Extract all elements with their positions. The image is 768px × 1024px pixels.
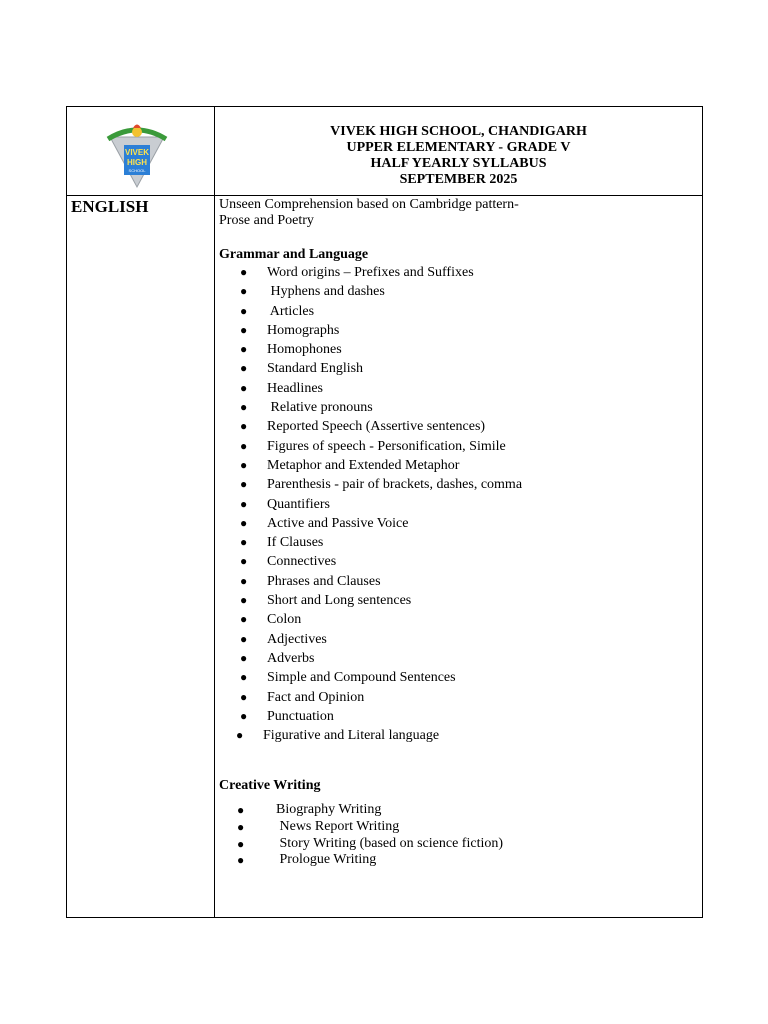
bullet-icon: ● bbox=[236, 728, 244, 743]
school-crest-logo bbox=[104, 119, 170, 189]
list-item-text: Story Writing (based on science fiction) bbox=[276, 835, 504, 851]
exam-date: SEPTEMBER 2025 bbox=[399, 172, 518, 187]
bullet-icon: ● bbox=[240, 689, 248, 704]
bullet-icon: ● bbox=[237, 836, 245, 851]
list-item-text: Prologue Writing bbox=[276, 852, 377, 868]
bullet-icon: ● bbox=[237, 820, 245, 835]
bullet-icon: ● bbox=[240, 515, 248, 530]
list-item bbox=[219, 802, 692, 819]
grammar-list bbox=[219, 263, 692, 745]
bullet-icon: ● bbox=[240, 284, 248, 299]
school-name: VIVEK HIGH SCHOOL, CHANDIGARH bbox=[330, 124, 587, 139]
list-item-text: Quantifiers bbox=[267, 496, 330, 512]
list-item bbox=[219, 398, 692, 417]
bullet-icon: ● bbox=[240, 631, 248, 646]
bullet-icon: ● bbox=[237, 853, 245, 868]
list-item bbox=[219, 456, 692, 475]
list-item bbox=[219, 552, 692, 571]
list-item-text: Hyphens and dashes bbox=[267, 284, 385, 300]
list-item bbox=[219, 263, 692, 282]
bullet-icon: ● bbox=[240, 265, 248, 279]
list-item-text: Adverbs bbox=[267, 650, 315, 666]
bullet-icon: ● bbox=[240, 438, 248, 453]
list-item-text: Homographs bbox=[267, 322, 340, 338]
list-item-text: Colon bbox=[267, 612, 302, 628]
bullet-icon: ● bbox=[240, 303, 248, 318]
bullet-icon: ● bbox=[240, 593, 248, 608]
bullet-icon: ● bbox=[240, 342, 248, 357]
bullet-icon: ● bbox=[240, 496, 248, 511]
list-item-text: Parenthesis - pair of brackets, dashes, comma bbox=[267, 477, 523, 493]
bullet-icon: ● bbox=[240, 708, 248, 723]
list-item-text: Headlines bbox=[267, 380, 323, 396]
list-item-text: Phrases and Clauses bbox=[267, 573, 381, 589]
list-item-text: Punctuation bbox=[267, 708, 334, 724]
list-item bbox=[219, 321, 692, 340]
bullet-icon: ● bbox=[240, 457, 248, 472]
list-item bbox=[219, 610, 692, 629]
bullet-icon: ● bbox=[240, 535, 248, 550]
list-item bbox=[219, 282, 692, 301]
intro-text bbox=[219, 197, 692, 229]
bullet-icon: ● bbox=[240, 419, 248, 434]
list-item-text: Active and Passive Voice bbox=[267, 515, 409, 531]
list-item-text: Simple and Compound Sentences bbox=[267, 670, 456, 686]
list-item-text: Figurative and Literal language bbox=[263, 728, 440, 744]
list-item bbox=[219, 836, 692, 853]
list-item bbox=[219, 649, 692, 668]
list-item-text: Metaphor and Extended Metaphor bbox=[267, 457, 460, 473]
list-item bbox=[219, 852, 692, 869]
bullet-icon: ● bbox=[240, 612, 248, 627]
list-item bbox=[219, 417, 692, 436]
bullet-icon: ● bbox=[240, 650, 248, 665]
logo-text-line1: VIVEK bbox=[124, 148, 150, 157]
list-item bbox=[219, 572, 692, 591]
list-item bbox=[219, 630, 692, 649]
grade-level: UPPER ELEMENTARY - GRADE V bbox=[346, 140, 571, 155]
list-item-text: Articles bbox=[267, 303, 315, 319]
bullet-icon: ● bbox=[240, 554, 248, 569]
creative-writing-list bbox=[219, 802, 692, 868]
grammar-section-title: Grammar and Language bbox=[219, 247, 369, 262]
list-item bbox=[219, 302, 692, 321]
list-item-text: Figures of speech - Personification, Simile bbox=[267, 438, 506, 454]
intro-line-1: Unseen Comprehension based on Cambridge pattern- bbox=[219, 197, 519, 212]
list-item bbox=[219, 514, 692, 533]
bullet-icon: ● bbox=[240, 361, 248, 376]
list-item bbox=[219, 591, 692, 610]
bullet-icon: ● bbox=[240, 400, 248, 415]
list-item bbox=[219, 819, 692, 836]
intro-line-2: Prose and Poetry bbox=[219, 213, 314, 228]
header-divider bbox=[67, 195, 702, 196]
list-item-text: Standard English bbox=[267, 361, 364, 377]
list-item-text: Adjectives bbox=[267, 631, 327, 647]
bullet-icon: ● bbox=[237, 803, 245, 818]
list-item bbox=[219, 726, 692, 745]
column-divider bbox=[214, 107, 215, 917]
list-item bbox=[219, 437, 692, 456]
logo-text-line3: SCHOOL bbox=[128, 168, 146, 173]
list-item-text: Homophones bbox=[267, 342, 342, 358]
list-item bbox=[219, 359, 692, 378]
list-item bbox=[219, 340, 692, 359]
list-item-text: Word origins – Prefixes and Suffixes bbox=[267, 265, 474, 280]
bullet-icon: ● bbox=[240, 380, 248, 395]
bullet-icon: ● bbox=[240, 477, 248, 492]
list-item bbox=[219, 379, 692, 398]
list-item bbox=[219, 707, 692, 726]
list-item-text: Relative pronouns bbox=[267, 400, 373, 416]
list-item bbox=[219, 668, 692, 687]
list-item bbox=[219, 688, 692, 707]
list-item bbox=[219, 495, 692, 514]
exam-title: HALF YEARLY SYLLABUS bbox=[370, 156, 547, 171]
list-item-text: Reported Speech (Assertive sentences) bbox=[267, 419, 486, 435]
list-item-text: Connectives bbox=[267, 554, 337, 570]
list-item-text: News Report Writing bbox=[276, 819, 400, 835]
list-item-text: Short and Long sentences bbox=[267, 593, 412, 609]
document-header bbox=[215, 124, 702, 188]
list-item-text: If Clauses bbox=[267, 535, 324, 551]
bullet-icon: ● bbox=[240, 670, 248, 685]
list-item bbox=[219, 533, 692, 552]
creative-section-title: Creative Writing bbox=[219, 778, 321, 794]
list-item-text: Fact and Opinion bbox=[267, 689, 365, 705]
logo-text-line2: HIGH bbox=[127, 158, 147, 167]
bullet-icon: ● bbox=[240, 573, 248, 588]
syllabus-table bbox=[66, 106, 703, 918]
subject-title: ENGLISH bbox=[71, 197, 149, 216]
bullet-icon: ● bbox=[240, 322, 248, 337]
syllabus-content bbox=[219, 197, 692, 869]
list-item-text: Biography Writing bbox=[276, 802, 382, 818]
list-item bbox=[219, 475, 692, 494]
